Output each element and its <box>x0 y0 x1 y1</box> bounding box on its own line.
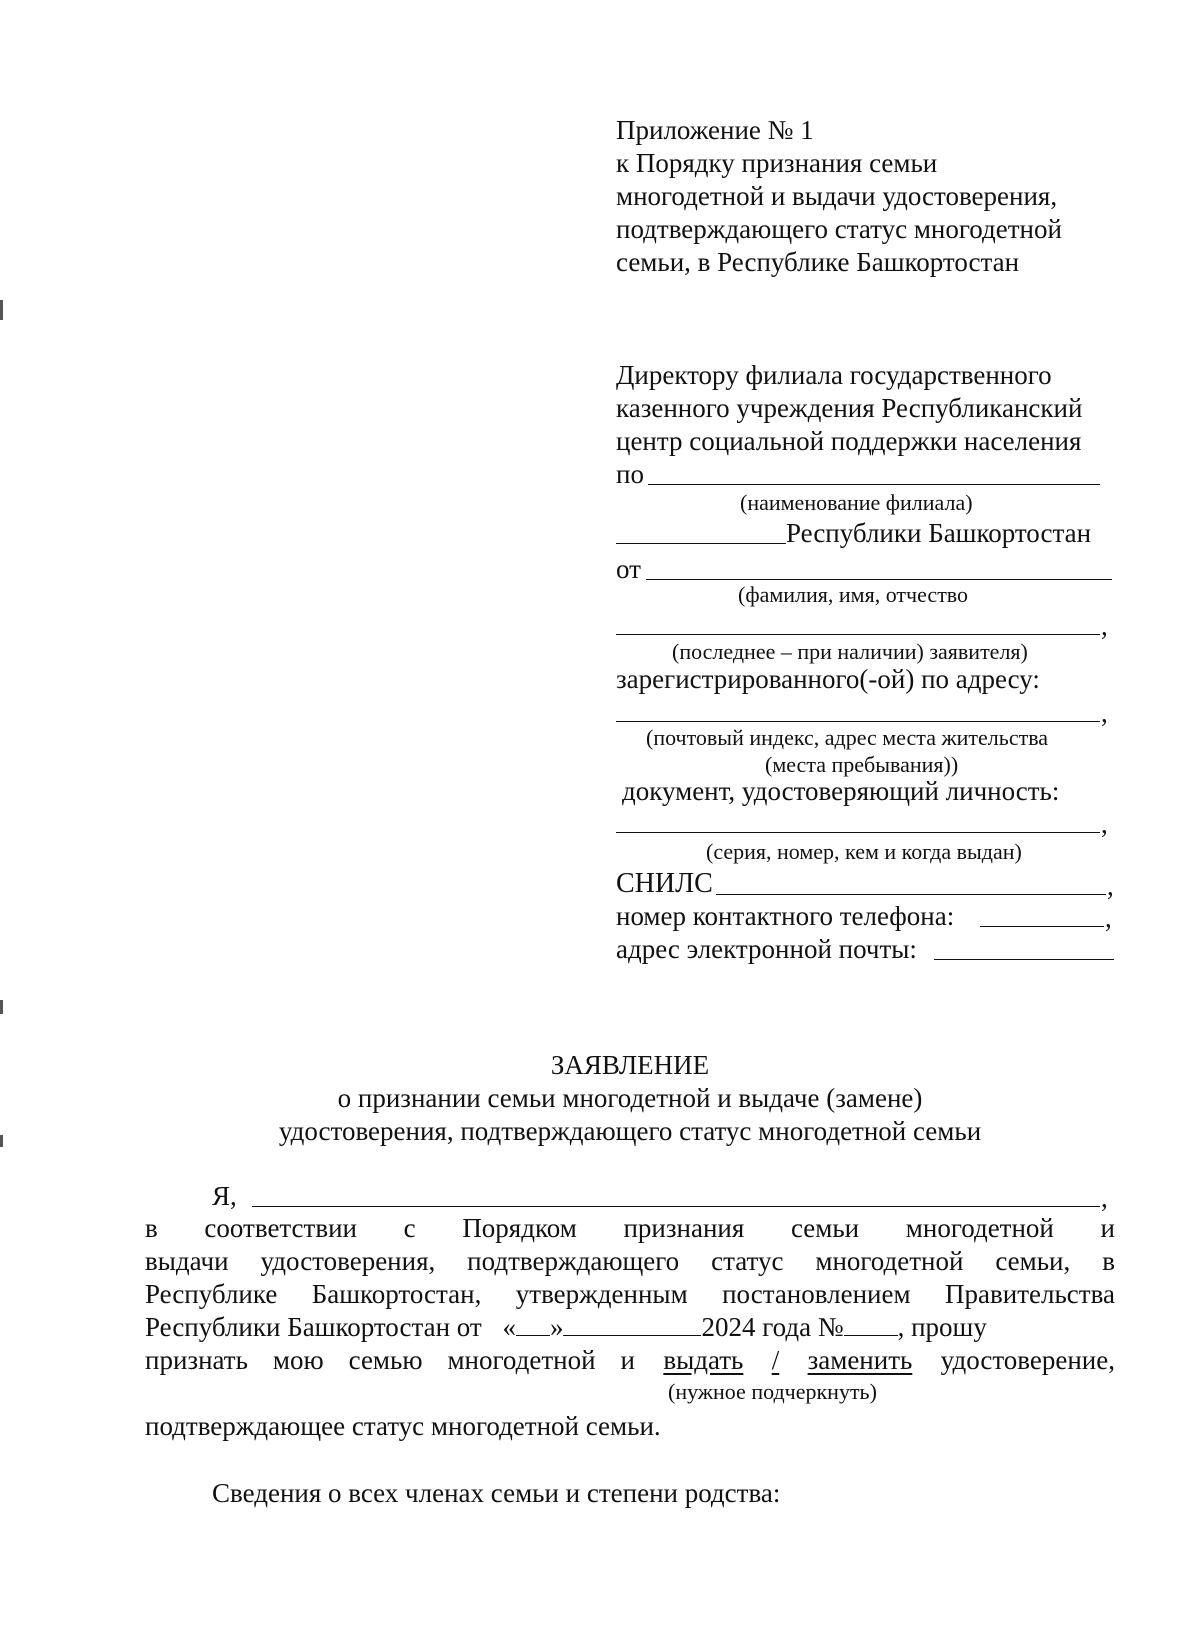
body-word: многодетной <box>905 1213 1054 1243</box>
body-word: многодетной <box>815 1246 964 1276</box>
body-word: соответствии <box>204 1213 357 1243</box>
comma: , <box>1101 809 1108 839</box>
underline-caption: (нужное подчеркнуть) <box>668 1379 877 1404</box>
body-word: Правительства <box>945 1279 1115 1309</box>
republic-label: Республики Башкортостан <box>786 518 1092 548</box>
address-field[interactable] <box>616 721 1100 722</box>
resolution-number-field[interactable] <box>844 1317 898 1336</box>
comma: , <box>1101 1183 1108 1213</box>
body-word: Республике <box>145 1279 278 1309</box>
addressee-line: казенного учреждения Республиканский <box>616 393 1083 423</box>
scan-edge-mark <box>0 300 3 320</box>
appendix-line: семьи, в Республике Башкортостан <box>616 247 1020 277</box>
address-caption-2: (места пребывания)) <box>765 752 959 777</box>
body-line <box>145 1215 1115 1242</box>
quote-close: » <box>549 1312 564 1342</box>
quote-open: « <box>502 1312 516 1342</box>
body-word: и <box>620 1345 635 1375</box>
addressee-line: Директору филиала государственного <box>616 360 1052 390</box>
id-doc-caption: (серия, номер, кем и когда выдан) <box>706 839 1022 864</box>
ya-label: Я, <box>212 1181 237 1211</box>
comma: , <box>1101 611 1108 641</box>
phone-label: номер контактного телефона: <box>616 901 955 931</box>
body-words <box>145 1347 635 1374</box>
po-label: по <box>616 459 644 489</box>
address-caption: (почтовый индекс, адрес места жительства <box>646 725 1049 750</box>
appendix-line: к Порядку признания семьи <box>616 148 938 178</box>
district-field[interactable] <box>616 543 786 544</box>
body-word: подтверждающего <box>467 1246 680 1276</box>
body-word: семью <box>348 1345 423 1375</box>
body-line-date <box>145 1314 987 1341</box>
fio-caption: (фамилия, имя, отчество <box>738 582 969 607</box>
body-word: многодетной <box>447 1345 596 1375</box>
body-word: удостоверения, <box>260 1246 436 1276</box>
email-label: адрес электронной почты: <box>616 934 917 964</box>
phone-field[interactable] <box>980 926 1104 927</box>
registered-label: зарегистрированного(-ой) по адресу: <box>616 664 1040 694</box>
statement-title: ЗАЯВЛЕНИЕ <box>550 1050 710 1080</box>
body-word: признания <box>623 1213 745 1243</box>
body-word: постановлением <box>722 1279 911 1309</box>
day-field[interactable] <box>516 1317 550 1336</box>
email-field[interactable] <box>934 959 1114 960</box>
snils-field[interactable] <box>716 894 1106 895</box>
comma: , <box>1105 903 1112 933</box>
applicant-name-field-2[interactable] <box>616 634 1100 635</box>
body-word: с <box>403 1213 416 1243</box>
year-text: 2024 года № <box>701 1312 844 1342</box>
branch-name-field[interactable] <box>648 484 1100 485</box>
applicant-full-name-field[interactable] <box>252 1206 1100 1207</box>
branch-caption: (наименование филиала) <box>740 490 973 515</box>
body-text: удостоверение, <box>940 1345 1115 1375</box>
replace-option[interactable]: заменить <box>807 1345 913 1375</box>
slash: / <box>771 1345 780 1375</box>
appendix-number: Приложение № 1 <box>616 115 814 145</box>
body-word: статус <box>711 1246 784 1276</box>
body-line <box>145 1248 1115 1275</box>
body-word: Порядком <box>462 1213 577 1243</box>
body-word: Башкортостан, <box>311 1279 482 1309</box>
id-doc-field[interactable] <box>616 832 1100 833</box>
body-word: утвержденным <box>515 1279 688 1309</box>
comma: , <box>1107 871 1114 901</box>
body-word: в <box>1102 1246 1115 1276</box>
issue-option[interactable]: выдать <box>663 1345 744 1375</box>
body-word: выдачи <box>145 1246 229 1276</box>
appendix-line: подтверждающего статус многодетной <box>616 214 1062 244</box>
body-line <box>145 1281 1115 1308</box>
scan-edge-mark <box>0 1000 3 1014</box>
comma: , <box>1101 698 1108 728</box>
family-info-heading: Сведения о всех членах семьи и степени родства: <box>212 1478 781 1508</box>
body-word: и <box>1100 1213 1115 1243</box>
statement-subtitle: удостоверения, подтверждающего статус многодетной семьи <box>278 1116 982 1146</box>
body-word: признать <box>145 1345 248 1375</box>
month-field[interactable] <box>563 1317 701 1336</box>
statement-subtitle: о признании семьи многодетной и выдаче (замене) <box>337 1083 923 1113</box>
body-line: подтверждающее статус многодетной семьи. <box>145 1411 661 1441</box>
fio-caption-2: (последнее – при наличии) заявителя) <box>672 639 1028 664</box>
body-text: , прошу <box>897 1312 987 1342</box>
body-word: в <box>145 1213 158 1243</box>
body-line-choice <box>145 1347 1115 1374</box>
applicant-name-field[interactable] <box>646 579 1112 580</box>
appendix-line: многодетной и выдачи удостоверения, <box>616 181 1058 211</box>
from-label: от <box>616 554 641 584</box>
addressee-line: центр социальной поддержки населения <box>616 426 1082 456</box>
body-word: семьи, <box>995 1246 1071 1276</box>
body-word: семьи <box>790 1213 860 1243</box>
snils-label: СНИЛС <box>616 868 713 899</box>
id-doc-label: документ, удостоверяющий личность: <box>622 776 1060 806</box>
body-text: Республики Башкортостан от <box>145 1312 482 1342</box>
body-word: мою <box>272 1345 324 1375</box>
